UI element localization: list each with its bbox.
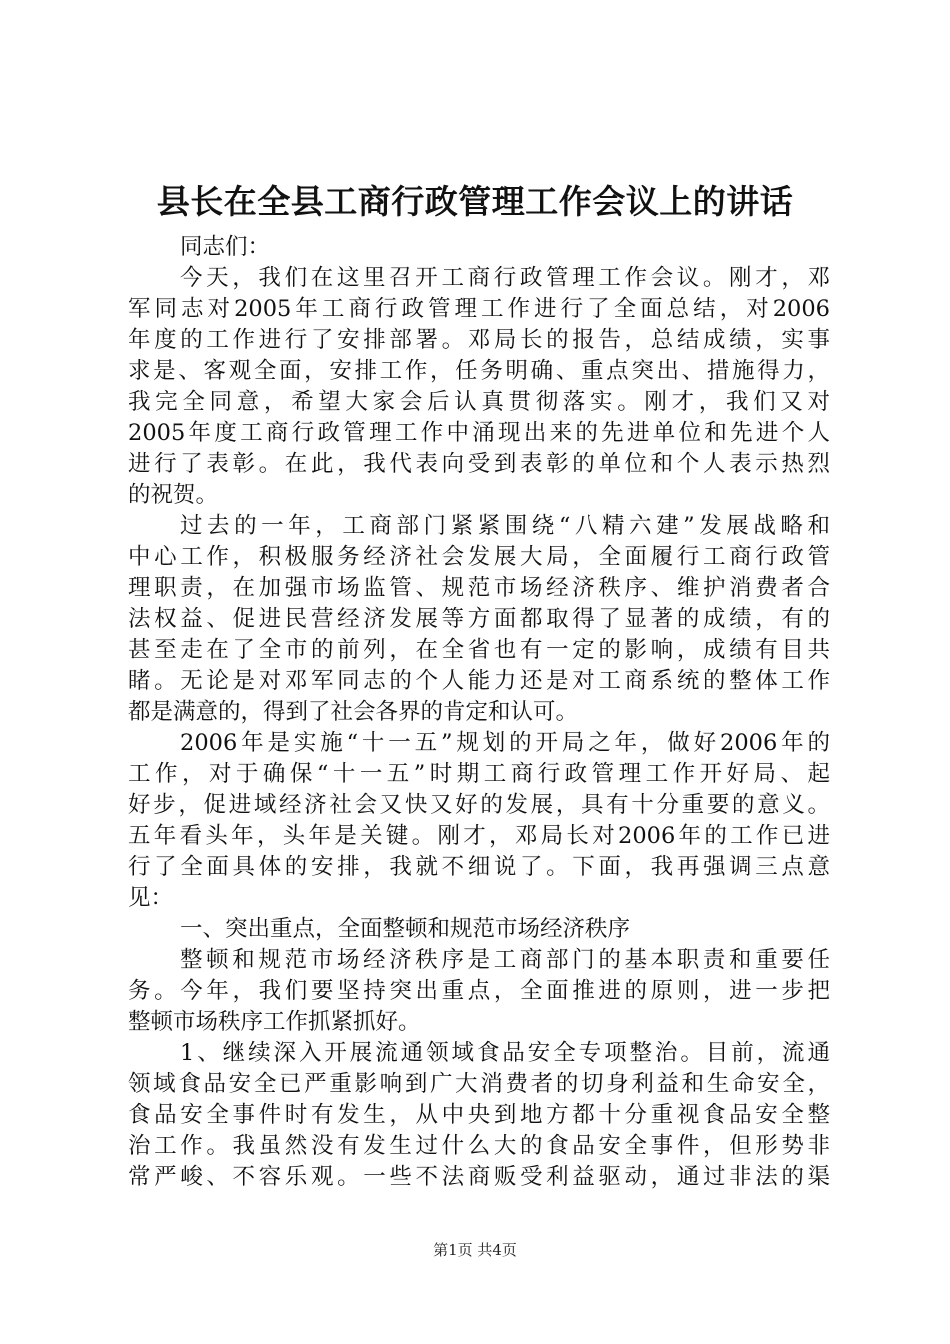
paragraph-line: 年度的工作进行了安排部署。邓局长的报告，总结成绩，实事: [128, 327, 830, 353]
paragraph-line: 务。今年，我们要坚持突出重点，全面推进的原则，进一步把: [128, 978, 830, 1004]
paragraph-line: 法权益、促进民营经济发展等方面都取得了显著的成绩，有的: [128, 606, 830, 632]
paragraph-line: 理职责，在加强市场监管、规范市场经济秩序、维护消费者合: [128, 575, 830, 601]
document-body: [128, 232, 830, 1193]
paragraph-line: 好步，促进域经济社会又快又好的发展，具有十分重要的意义。: [128, 792, 830, 818]
paragraph-line: 见：: [128, 885, 174, 911]
paragraph-line: 治工作。我虽然没有发生过什么大的食品安全事件，但形势非: [128, 1133, 830, 1159]
page-number: 第1页 共4页: [433, 1241, 517, 1259]
paragraph-line: 整顿市场秩序工作抓紧抓好。: [128, 1009, 421, 1035]
paragraph-line: 都是满意的，得到了社会各界的肯定和认可。: [128, 699, 579, 725]
paragraph-line: 食品安全事件时有发生，从中央到地方都十分重视食品安全整: [128, 1102, 830, 1128]
paragraph-line: 整顿和规范市场经济秩序是工商部门的基本职责和重要任: [180, 947, 830, 973]
section-heading: 一、突出重点，全面整顿和规范市场经济秩序: [180, 916, 631, 942]
paragraph-line: 工作，对于确保“十一五”时期工商行政管理工作开好局、起: [128, 761, 830, 787]
paragraph-line: 的祝贺。: [128, 482, 219, 508]
paragraph-line: 求是、客观全面，安排工作，任务明确、重点突出、措施得力，: [128, 358, 830, 384]
paragraph-line: 过去的一年，工商部门紧紧围绕“八精六建”发展战略和: [180, 513, 830, 539]
paragraph-line: 常严峻、不容乐观。一些不法商贩受利益驱动，通过非法的渠: [128, 1164, 830, 1190]
paragraph-line: 行了全面具体的安排，我就不细说了。下面，我再强调三点意: [128, 854, 830, 880]
paragraph-line: 进行了表彰。在此，我代表向受到表彰的单位和个人表示热烈: [128, 451, 830, 477]
paragraph-line: 我完全同意，希望大家会后认真贯彻落实。刚才，我们又对: [128, 389, 830, 415]
paragraph-line: 1、继续深入开展流通领域食品安全专项整治。目前，流通: [180, 1040, 830, 1066]
paragraph-line: 领域食品安全已严重影响到广大消费者的切身利益和生命安全，: [128, 1071, 830, 1097]
paragraph-line: 2005年度工商行政管理工作中涌现出来的先进单位和先进个人: [128, 420, 830, 446]
paragraph-line: 中心工作，积极服务经济社会发展大局，全面履行工商行政管: [128, 544, 830, 570]
paragraph-line: 睹。无论是对邓军同志的个人能力还是对工商系统的整体工作: [128, 668, 830, 694]
salutation: 同志们：: [180, 234, 271, 260]
document-title: 县长在全县工商行政管理工作会议上的讲话: [156, 182, 794, 221]
paragraph-line: 甚至走在了全市的前列，在全省也有一定的影响，成绩有目共: [128, 637, 830, 663]
paragraph-line: 五年看头年，头年是关键。刚才，邓局长对2006年的工作已进: [128, 823, 830, 849]
paragraph-line: 2006年是实施“十一五”规划的开局之年，做好2006年的: [180, 730, 830, 756]
paragraph-line: 今天，我们在这里召开工商行政管理工作会议。刚才，邓: [180, 265, 830, 291]
paragraph-line: 军同志对2005年工商行政管理工作进行了全面总结，对2006: [128, 296, 830, 322]
